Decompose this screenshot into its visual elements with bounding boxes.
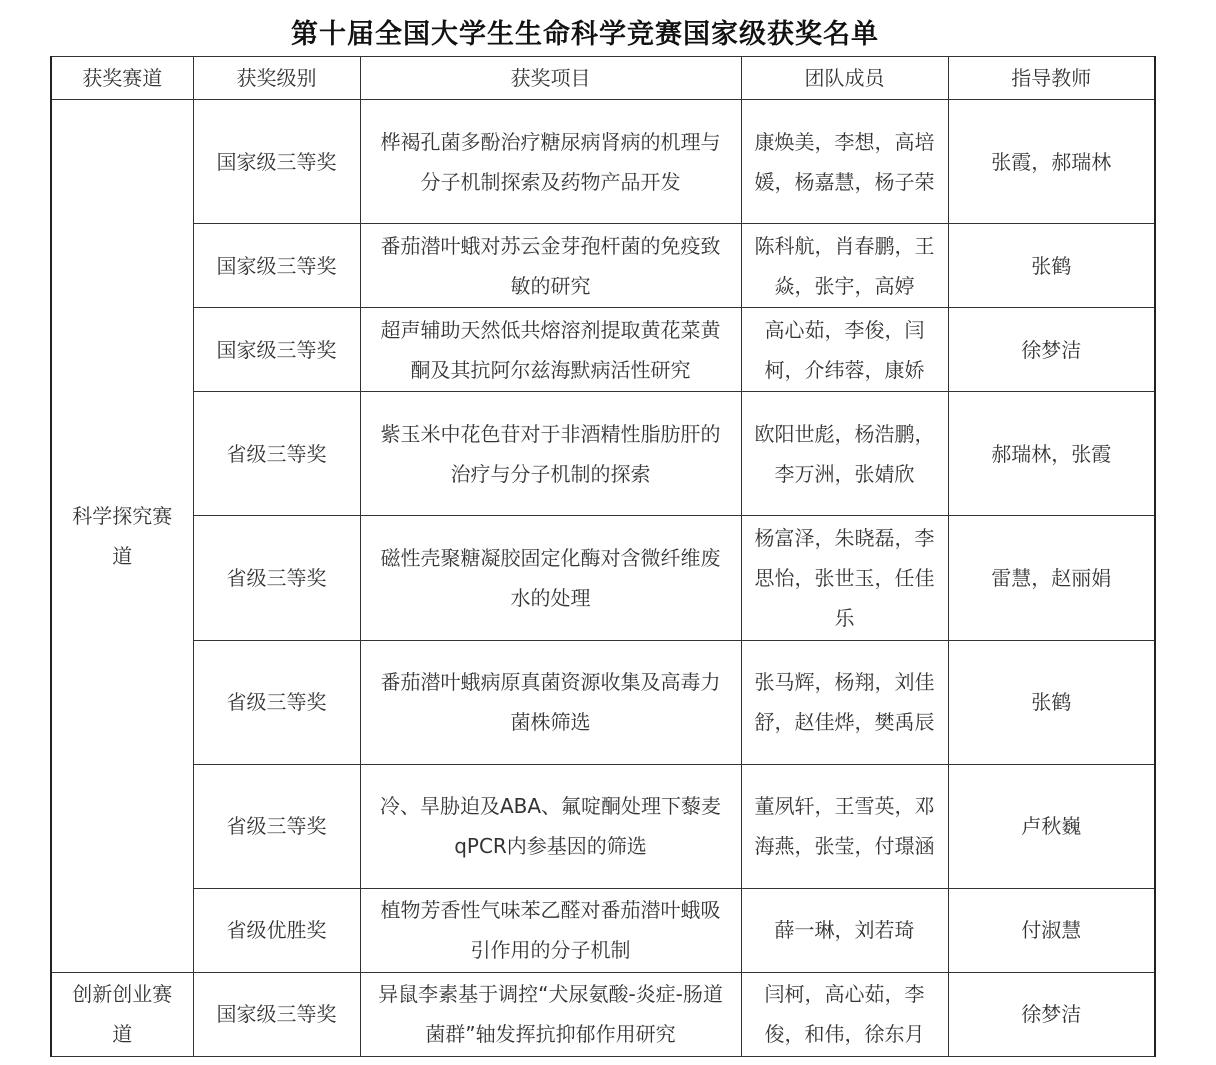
team-members: 薛一琳，刘若琦 [741,888,948,972]
table-row [51,392,1155,516]
advisor: 徐梦洁 [948,308,1155,392]
award-level: 国家级三等奖 [193,224,360,308]
track-innovation: 创新创业赛道 [51,972,193,1056]
header-row [51,57,1155,100]
header-advisor: 指导教师 [948,57,1155,100]
project-title: 桦褐孔菌多酚治疗糖尿病肾病的机理与分子机制探索及药物产品开发 [360,100,741,224]
advisor: 郝瑞林，张霞 [948,392,1155,516]
advisor: 张鹤 [948,224,1155,308]
award-level: 国家级三等奖 [193,308,360,392]
header-members: 团队成员 [741,57,948,100]
advisor: 张霞，郝瑞林 [948,100,1155,224]
project-title: 番茄潜叶蛾病原真菌资源收集及高毒力菌株筛选 [360,640,741,764]
team-members: 欧阳世彪，杨浩鹏，李万洲，张婧欣 [741,392,948,516]
header-track: 获奖赛道 [51,57,193,100]
award-level: 省级三等奖 [193,516,360,640]
advisor: 付淑慧 [948,888,1155,972]
advisor: 卢秋巍 [948,764,1155,888]
award-level: 省级优胜奖 [193,888,360,972]
project-title: 磁性壳聚糖凝胶固定化酶对含微纤维废水的处理 [360,516,741,640]
header-project: 获奖项目 [360,57,741,100]
table-row [51,308,1155,392]
advisor: 徐梦洁 [948,972,1155,1056]
table-row [51,764,1155,888]
advisor: 雷慧，赵丽娟 [948,516,1155,640]
table-row [51,100,1155,224]
track-science: 科学探究赛道 [51,100,193,973]
project-title: 番茄潜叶蛾对苏云金芽孢杆菌的免疫致敏的研究 [360,224,741,308]
team-members: 陈科航，肖春鹏，王焱，张宇，高婷 [741,224,948,308]
awards-table [50,56,1156,1057]
table-row [51,640,1155,764]
table-row [51,888,1155,972]
project-title: 超声辅助天然低共熔溶剂提取黄花菜黄酮及其抗阿尔兹海默病活性研究 [360,308,741,392]
team-members: 高心茹，李俊，闫柯，介纬蓉，康娇 [741,308,948,392]
header-level: 获奖级别 [193,57,360,100]
award-level: 省级三等奖 [193,392,360,516]
advisor: 张鹤 [948,640,1155,764]
table-row [51,972,1155,1056]
project-title: 植物芳香性气味苯乙醛对番茄潜叶蛾吸引作用的分子机制 [360,888,741,972]
award-level: 省级三等奖 [193,764,360,888]
document-title: 第十届全国大学生生命科学竞赛国家级获奖名单 [291,19,879,50]
project-title: 异鼠李素基于调控“犬尿氨酸-炎症-肠道菌群”轴发挥抗抑郁作用研究 [360,972,741,1056]
project-title: 紫玉米中花色苷对于非酒精性脂肪肝的治疗与分子机制的探索 [360,392,741,516]
team-members: 董夙轩，王雪英，邓海燕，张莹，付璟涵 [741,764,948,888]
team-members: 杨富泽，朱晓磊，李思怡，张世玉，任佳乐 [741,516,948,640]
team-members: 张马辉，杨翔，刘佳舒，赵佳烨，樊禹辰 [741,640,948,764]
team-members: 闫柯，高心茹，李俊，和伟，徐东月 [741,972,948,1056]
team-members: 康焕美，李想，高培媛，杨嘉慧，杨子荣 [741,100,948,224]
project-title: 冷、旱胁迫及ABA、氟啶酮处理下藜麦qPCR内参基因的筛选 [360,764,741,888]
award-level: 国家级三等奖 [193,100,360,224]
award-level: 省级三等奖 [193,640,360,764]
table-row [51,516,1155,640]
table-row [51,224,1155,308]
award-level: 国家级三等奖 [193,972,360,1056]
